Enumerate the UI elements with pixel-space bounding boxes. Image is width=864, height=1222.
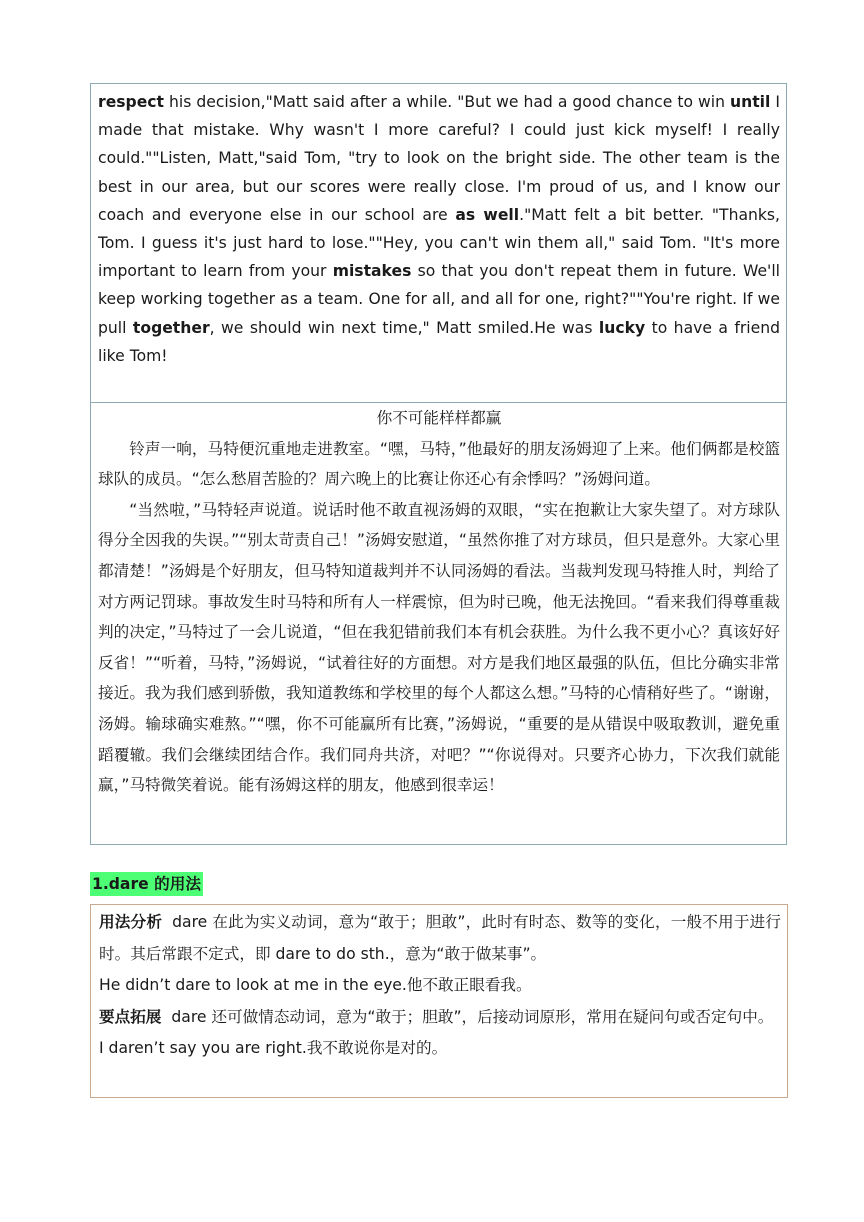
bold-keyword: lucky [598,318,646,337]
example-sentence-2: I daren’t say you are right.我不敢说你是对的。 [99,1039,448,1057]
translation-paragraph-1: 铃声一响，马特便沉重地走进教室。“嘿，马特，”他最好的朋友汤姆迎了上来。他们俩都是校篮球队的成员。“怎么愁眉苦脸的？周六晚上的比赛让你还心有余悸吗？”汤姆问道。 [98,439,780,489]
passage-text: to have a friend like Tom! [98,318,780,365]
bold-keyword: until [730,93,771,111]
usage-text: dare 在此为实义动词，意为“敢于；胆敢”，此时有时态、数等的变化，一般不用于进行时。其后常跟不定式，即 dare to do sth.，意为“敢于做某事”。 [99,913,781,963]
extension-text: dare 还可做情态动词，意为“敢于；胆敢”，后接动词原形，常用在疑问句或否定句中。 [171,1007,774,1026]
passage-text: ."Matt felt a bit better. "Thanks, Tom. I guess it's just hard to lose.""Hey, you can't win them all," said Tom. "It's more important to learn from your [98,205,781,281]
example-sentence-1: He didn’t dare to look at me in the eye.他不敢正眼看我。 [99,976,532,994]
bold-keyword: together [132,318,210,337]
passage-text: , we should win next time," Matt smiled.He was [209,318,599,337]
grammar-note-box [90,904,788,1098]
bold-keyword: respect [98,93,164,111]
usage-tag: 用法分析 [99,913,163,931]
translation-paragraph-2: “当然啦，”马特轻声说道。说话时他不敢直视汤姆的双眼，“实在抱歉让大家失望了。对方球队得分全因我的失误。”“别太苛责自己！”汤姆安慰道，“虽然你推了对方球员，但只是意外。大家心里都清楚！”汤姆是个好朋友，但马特知道裁判并不认同汤姆的看法。当裁判发现马特推人时，判给了对方两记罚球。事故发生时马特和所有人一样震惊，但为时已晚，他无法挽回。“看来我们得尊重裁判的决定，”马特过了一会儿说道，“但在我犯错前我们本有机会获胜。为什么我不更小心？真该好好反省！”“听着，马特，”汤姆说，“试着往好的方面想。对方是我们地区最强的队伍，但比分确实非常接近。我为我们感到骄傲，我知道教练和学校里的每个人都这么想。”马特的心情稍好些了。“谢谢，汤姆。输球确实难熬。”“嘿，你不可能赢所有比赛，”汤姆说，“重要的是从错误中吸取教训，避免重蹈覆辙。我们会继续团结合作。我们同舟共济，对吧？”“你说得对。只要齐心协力，下次我们就能赢，”马特微笑着说。能有汤姆这样的朋友，他感到很幸运！ [98,500,780,795]
section-heading: 1.dare 的用法 [90,872,203,896]
key-point-extension [99,1002,781,1034]
chinese-translation [91,403,786,845]
passage-text: his decision,"Matt said after a while. "But we had a good chance to win [163,93,731,111]
extension-tag: 要点拓展 [99,1007,162,1026]
translation-title: 你不可能样样都赢 [376,409,502,427]
bold-keyword: as well [455,205,520,224]
english-passage [91,84,786,402]
passage-text: so that you don't repeat them in future. We'll keep working together as a team. One for all, and all for one, right?""You're right. If we pull [98,262,780,337]
passage-text: I made that mistake. Why wasn't I more careful? I could just kick myself! I really could.""Listen, Matt,"said Tom, "try to look on the bright side. The other team is the best in our area, but our scores were really close. I'm proud of us, and I know our coach and everyone else in our school are [98,93,780,224]
bold-keyword: mistakes [332,262,412,281]
usage-analysis [99,907,781,970]
passage-box [90,83,787,845]
